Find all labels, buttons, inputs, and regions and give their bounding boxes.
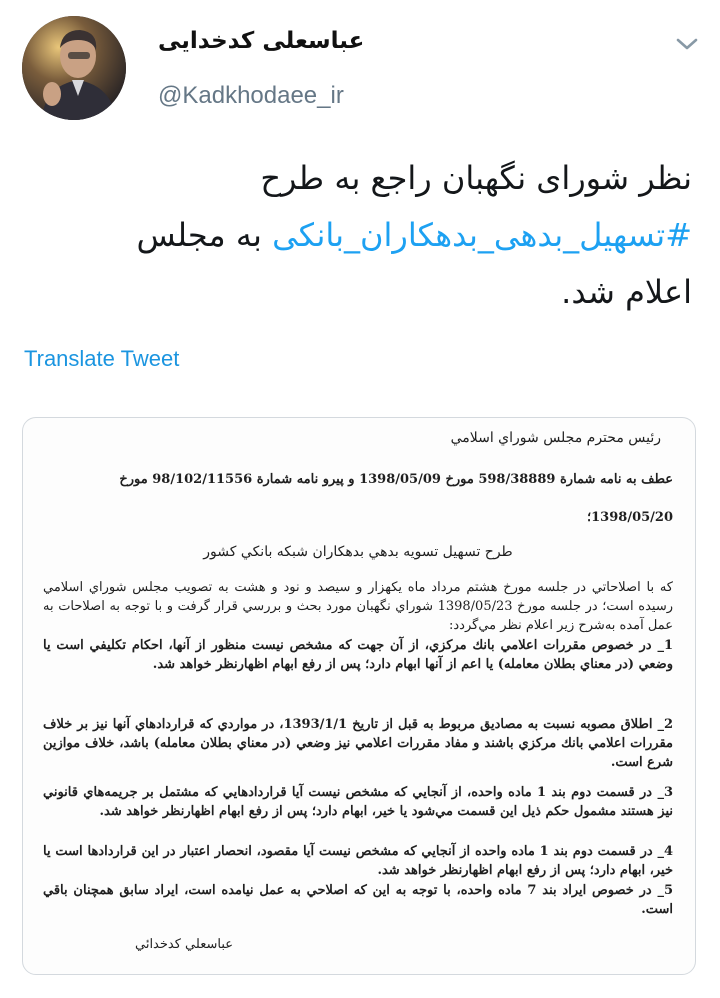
attached-image-card[interactable] bbox=[22, 417, 696, 975]
letter-item-5: 5_ در خصوص ايراد بند 7 ماده واحده، با توجه به اين كه اصلاحي به عمل نيامده است، ايراد سابق همچنان باقي است. bbox=[43, 883, 673, 917]
author-display-name[interactable]: عباسعلی کدخدایی bbox=[158, 28, 365, 54]
letter-item-4: 4_ در قسمت دوم بند 1 ماده واحده از آنجايي كه مشخص نيست آيا مقصود، انحصار اعتبار در اين قراردادها است يا خير، ابهام دارد؛ پس از رفع ابهام اظهارنظر خواهد شد. bbox=[43, 844, 673, 878]
tweet-text bbox=[20, 150, 692, 321]
letter-signature: عباسعلي كدخدائي bbox=[134, 937, 233, 952]
avatar[interactable] bbox=[22, 16, 126, 120]
letter-subject: طرح تسهيل تسويه بدهي بدهكاران شبكه بانكي كشور bbox=[203, 544, 513, 560]
author-handle[interactable]: @Kadkhodaee_ir bbox=[158, 82, 344, 109]
chevron-down-icon[interactable] bbox=[676, 36, 698, 52]
hashtag-link[interactable]: #تسهیل_بدهی_بدهکاران_بانکی bbox=[272, 216, 692, 254]
letter-item-3: 3_ در قسمت دوم بند 1 ماده واحده، از آنجايي كه مشخص نيست آيا قراردادهايي كه مشتمل بر جريمه‌هاي قانوني نيز هستند مشمول حكم ذيل اين قسمت مي‌شود يا خير، ابهام دارد؛ پس از رفع ابهام اظهارنظر خواهد شد. bbox=[43, 785, 673, 819]
tweet-line-1: نظر شورای نگهبان راجع به طرح bbox=[260, 159, 692, 197]
letter-intro: كه با اصلاحاتي در جلسه مورخ هشتم مرداد ماه يكهزار و سيصد و نود و هشت به تصويب مجلس شوراي اسلامي رسيده است؛ در جلسه مورخ 1398/05/23 شوراي نگهبان مورد بحث و بررسي قرار گرفت و با توجه به اصلاحات به عمل آمده به‌شرح زير اعلام نظر مي‌گردد: bbox=[43, 580, 673, 633]
letter-reference-line-1: عطف به نامه شمارة 598/38889 مورخ 1398/05/09 و پيرو نامه شمارة 98/102/11556 مورخ bbox=[119, 472, 673, 487]
letter-item-2: 2_ اطلاق مصوبه نسبت به مصاديق مربوط به قبل از تاريخ 1393/1/1، در مواردي كه قراردادهاي آنها نيز بر خلاف مقررات اعلامي بانك مركزي باشند و مفاد مقررات اعلامي نيز وضعي (در معناي بطلان معامله) باشد، خلاف موازين شرع است. bbox=[43, 717, 673, 770]
letter-recipient: رئيس محترم مجلس شوراي اسلامي bbox=[450, 430, 661, 446]
avatar-photo bbox=[22, 16, 126, 120]
tweet-line-3: اعلام شد. bbox=[561, 273, 692, 311]
tweet-line-2 bbox=[20, 207, 692, 264]
tweet-line-2-rest: به مجلس bbox=[136, 216, 262, 254]
translate-tweet-link[interactable]: Translate Tweet bbox=[24, 346, 180, 371]
letter-reference-line-2: 1398/05/20؛ bbox=[587, 510, 673, 525]
letter-item-1: 1_ در خصوص مقررات اعلامي بانك مركزي، از آن جهت كه مشخص نيست منظور از آنها، احكام تكليفي است يا وضعي (در معناي بطلان معامله) يا اعم از آنها ابهام دارد؛ پس از رفع ابهام اظهارنظر خواهد شد. bbox=[43, 638, 673, 672]
